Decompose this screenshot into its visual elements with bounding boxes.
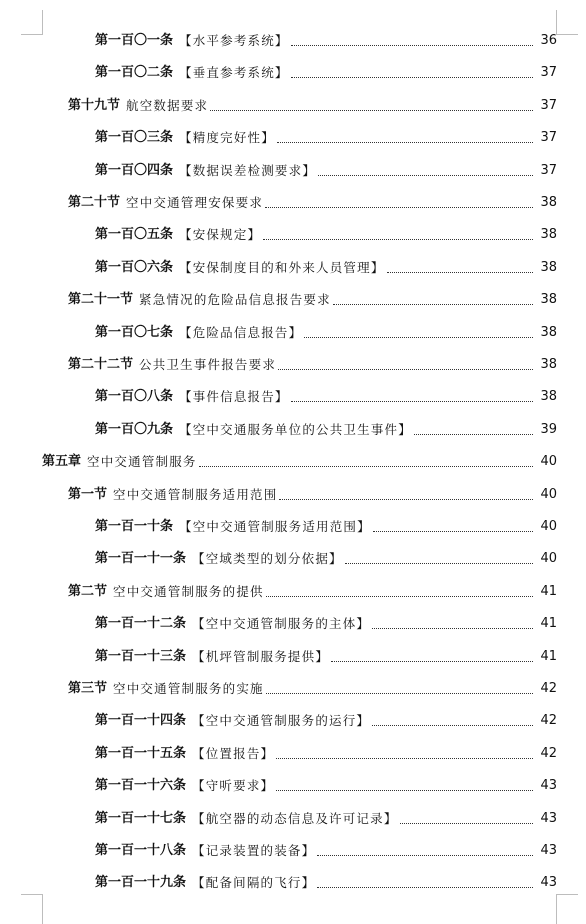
toc-entry-number: 第二十节	[68, 195, 121, 210]
toc-entry-number: 第一百〇二条	[95, 65, 174, 81]
toc-dot-leader	[291, 44, 533, 46]
toc-dot-leader	[266, 595, 533, 597]
toc-entry[interactable]	[68, 285, 557, 309]
toc-dot-leader	[276, 789, 533, 791]
toc-entry-number: 第二十二节	[68, 357, 134, 372]
toc-page-number: 38	[540, 227, 557, 243]
toc-entry-number: 第一百一十四条	[95, 713, 187, 729]
toc-dot-leader	[277, 141, 533, 143]
toc-dot-leader	[400, 822, 533, 824]
toc-entry-number: 第一百〇一条	[95, 33, 174, 48]
toc-entry-number: 第二十一节	[68, 292, 134, 308]
toc-dot-leader	[199, 465, 533, 467]
toc-entry-number: 第一百〇八条	[95, 389, 174, 405]
toc-entry-title: 【守听要求】	[192, 778, 275, 794]
toc-entry-title: 紧急情况的危险品信息报告要求	[139, 292, 331, 308]
toc-page-number: 37	[540, 162, 557, 178]
toc-entry-title: 空中交通管制服务的提供	[113, 583, 264, 599]
toc-page-number: 38	[540, 389, 557, 405]
toc-entry-title: 【航空器的动态信息及许可记录】	[192, 810, 398, 826]
toc-entry[interactable]	[95, 609, 557, 633]
toc-dot-leader	[263, 238, 533, 240]
toc-page-number: 40	[540, 454, 557, 470]
toc-entry[interactable]	[68, 480, 557, 504]
toc-dot-leader	[345, 562, 533, 564]
toc-page-number: 42	[540, 745, 557, 761]
toc-entry-title: 【空中交通管制服务的运行】	[192, 713, 371, 729]
toc-entry[interactable]	[95, 26, 557, 50]
toc-entry-title: 空中交通管制服务	[87, 454, 197, 470]
toc-page-number: 41	[540, 616, 557, 632]
toc-entry-number: 第一百一十八条	[95, 843, 187, 858]
page-corner-mark	[556, 10, 579, 34]
toc-page-number: 37	[540, 130, 557, 146]
toc-entry-title: 航空数据要求	[126, 97, 209, 113]
toc-entry[interactable]	[95, 868, 557, 892]
toc-entry[interactable]	[95, 123, 557, 147]
toc-dot-leader	[291, 400, 533, 402]
toc-entry-number: 第一百一十六条	[95, 778, 187, 794]
toc-entry-number: 第一百〇七条	[95, 324, 174, 340]
toc-dot-leader	[276, 757, 533, 759]
toc-entry-number: 第一百一十九条	[95, 875, 187, 891]
toc-dot-leader	[331, 660, 533, 662]
toc-page-number: 43	[540, 843, 557, 858]
toc-entry[interactable]	[68, 577, 557, 601]
toc-entry[interactable]	[68, 91, 557, 115]
toc-entry[interactable]	[95, 318, 557, 342]
toc-entry-title: 【危险品信息报告】	[179, 324, 303, 340]
toc-entry-title: 【空域类型的划分依据】	[192, 551, 343, 567]
toc-dot-leader	[414, 433, 533, 435]
toc-entry[interactable]	[95, 642, 557, 666]
toc-page-number: 41	[540, 583, 557, 599]
toc-entry[interactable]	[68, 674, 557, 698]
toc-entry-number: 第三节	[68, 681, 108, 696]
toc-entry[interactable]	[95, 512, 557, 536]
page-corner-mark	[20, 894, 43, 924]
toc-dot-leader	[317, 854, 533, 856]
toc-entry-number: 第一百一十一条	[95, 551, 187, 567]
toc-page-number: 38	[540, 292, 557, 308]
toc-entry-title: 空中交通管理安保要求	[126, 195, 264, 210]
toc-entry[interactable]	[95, 58, 557, 82]
toc-dot-leader	[387, 271, 533, 273]
toc-entry-number: 第一百一十二条	[95, 616, 187, 632]
toc-entry-title: 【事件信息报告】	[179, 389, 289, 405]
toc-page-number: 38	[540, 259, 557, 275]
toc-dot-leader	[278, 368, 533, 370]
toc-entry-title: 【配备间隔的飞行】	[192, 875, 316, 891]
toc-entry-title: 【位置报告】	[192, 745, 275, 761]
toc-entry-title: 【垂直参考系统】	[179, 65, 289, 81]
toc-dot-leader	[318, 174, 533, 176]
toc-entry[interactable]	[95, 739, 557, 763]
toc-entry-title: 【空中交通管制服务适用范围】	[179, 519, 371, 534]
toc-entry[interactable]	[95, 253, 557, 277]
toc-page-number: 43	[540, 778, 557, 794]
toc-entry[interactable]	[95, 804, 557, 828]
toc-entry-title: 【安保规定】	[179, 227, 262, 243]
toc-entry-title: 【空中交通管制服务的主体】	[192, 616, 371, 632]
toc-page-number: 42	[540, 713, 557, 729]
toc-entry[interactable]	[68, 350, 557, 374]
toc-page-number: 39	[540, 421, 557, 437]
toc-entry[interactable]	[95, 220, 557, 244]
toc-dot-leader	[304, 336, 533, 338]
toc-page-number: 40	[540, 519, 557, 534]
toc-entry-number: 第五章	[42, 454, 82, 470]
page-corner-mark	[556, 894, 579, 924]
toc-entry-number: 第一百一十五条	[95, 745, 187, 761]
toc-dot-leader	[317, 886, 533, 888]
toc-dot-leader	[265, 206, 533, 208]
toc-entry-title: 【精度完好性】	[179, 130, 275, 146]
toc-entry-title: 【空中交通服务单位的公共卫生事件】	[179, 421, 412, 437]
toc-entry[interactable]	[95, 544, 557, 568]
toc-entry-title: 【数据误差检测要求】	[179, 162, 317, 178]
toc-entry-number: 第一节	[68, 486, 108, 502]
toc-entry[interactable]	[95, 771, 557, 795]
toc-page-number: 41	[540, 648, 557, 664]
toc-entry[interactable]	[68, 188, 557, 212]
toc-page-number: 37	[540, 97, 557, 113]
toc-page-number: 43	[540, 810, 557, 826]
toc-entry-title: 【水平参考系统】	[179, 33, 289, 48]
toc-dot-leader	[291, 76, 533, 78]
toc-page-number: 43	[540, 875, 557, 891]
toc-dot-leader	[210, 109, 533, 111]
toc-page-number: 42	[540, 681, 557, 696]
toc-entry[interactable]	[95, 382, 557, 406]
toc-dot-leader	[372, 724, 533, 726]
toc-entry-number: 第十九节	[68, 97, 121, 113]
toc-page-number: 36	[540, 33, 557, 48]
toc-entry[interactable]	[95, 706, 557, 730]
toc-page-number: 38	[540, 195, 557, 210]
toc-entry-number: 第一百〇五条	[95, 227, 174, 243]
toc-dot-leader	[279, 498, 533, 500]
toc-entry[interactable]	[42, 447, 557, 471]
toc-entry[interactable]	[95, 836, 557, 860]
toc-page-number: 38	[540, 324, 557, 340]
toc-page-number: 40	[540, 486, 557, 502]
toc-dot-leader	[372, 627, 533, 629]
toc-dot-leader	[266, 692, 533, 694]
toc-entry-title: 空中交通管制服务的实施	[113, 681, 264, 696]
toc-entry[interactable]	[95, 415, 557, 439]
toc-entry-number: 第一百一十条	[95, 519, 174, 534]
toc-page-number: 40	[540, 551, 557, 567]
toc-entry-number: 第一百〇四条	[95, 162, 174, 178]
toc-entry-title: 【安保制度目的和外来人员管理】	[179, 259, 385, 275]
toc-entry-number: 第二节	[68, 583, 108, 599]
toc-entry-title: 【机坪管制服务提供】	[192, 648, 330, 664]
toc-dot-leader	[373, 530, 533, 532]
toc-entry-number: 第一百一十三条	[95, 648, 187, 664]
toc-entry-number: 第一百一十七条	[95, 810, 187, 826]
toc-entry[interactable]	[95, 156, 557, 180]
toc-entry-title: 空中交通管制服务适用范围	[113, 486, 278, 502]
toc-dot-leader	[333, 303, 533, 305]
toc-entry-number: 第一百〇九条	[95, 421, 174, 437]
toc-page-number: 37	[540, 65, 557, 81]
toc-entry-title: 公共卫生事件报告要求	[139, 357, 277, 372]
toc-entry-number: 第一百〇六条	[95, 259, 174, 275]
toc-entry-number: 第一百〇三条	[95, 130, 174, 146]
toc-entry-title: 【记录装置的装备】	[192, 843, 316, 858]
page-corner-mark	[20, 10, 43, 34]
toc-page-number: 38	[540, 357, 557, 372]
